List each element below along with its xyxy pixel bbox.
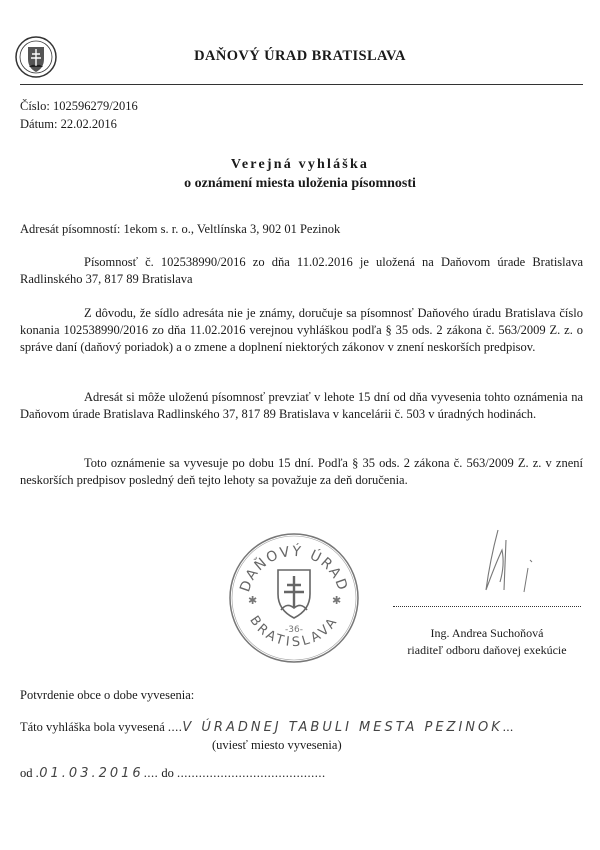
- official-stamp: [226, 530, 362, 666]
- slovak-emblem-icon: [278, 570, 310, 618]
- paragraph-4-text: Toto oznámenie sa vyvesuje po dobu 15 dní. Podľa § 35 ods. 2 zákona č. 563/2009 Z. z. v znení neskorších predpisov posledný deň tejto lehoty sa považuje za deň doručenia.: [20, 456, 583, 487]
- paragraph-2-text: Z dôvodu, že sídlo adresáta nie je známy, doručuje sa písomnosť Daňového úradu Bratislava číslo konania 102538990/2016 zo dňa 11.02.2016 verejnou vyhláškou podľa § 35 ods. 2 zákona č. 563/2009 Z. z. o správe daní (daňový poriadok) a o zmene a doplnení niektorých zákonov v znení neskorších predpisov.: [20, 306, 583, 354]
- addressee-line: Adresát písomností: 1ekom s. r. o., Veltlínska 3, 902 01 Pezinok: [20, 222, 341, 236]
- stamp-bottom-text: BRATISLAVA: [246, 613, 342, 651]
- document-title: Verejná vyhláška: [230, 157, 370, 172]
- posting-period-row: od .01.03.2016.... do .........................................: [20, 766, 326, 781]
- signature-line: [393, 606, 581, 607]
- svg-text:✱: ✱: [332, 594, 342, 607]
- posted-label: Táto vyhláška bola vyvesená: [20, 720, 165, 734]
- to-label: do: [161, 766, 174, 780]
- paragraph-3-text: Adresát si môže uloženú písomnosť prevziať v lehote 15 dní od dňa vyvesenia tohto oznámenia na Daňovom úrade Bratislava Radlinského 37, 817 89 Bratislava v kancelárii č. 503 v úradných hodinách.: [20, 390, 583, 421]
- office-name: DAŇOVÝ ÚRAD BRATISLAVA: [194, 48, 406, 64]
- from-date-value: 01.03.2016: [39, 766, 144, 781]
- paragraph-3: [20, 389, 583, 423]
- header-divider: [20, 84, 583, 85]
- handwritten-signature: [450, 520, 560, 610]
- document-subtitle: o oznámení miesta uloženia písomnosti: [184, 176, 416, 191]
- from-label: od: [20, 766, 33, 780]
- stamp-number: -36-: [285, 625, 303, 635]
- svg-text:✱: ✱: [248, 594, 258, 607]
- confirmation-label: Potvrdenie obce o dobe vyvesenia:: [20, 688, 195, 702]
- signatory-role: riaditeľ odboru daňovej exekúcie: [407, 643, 567, 657]
- posted-location-value: V ÚRADNEJ TABULI MESTA PEZINOK: [182, 720, 503, 735]
- reference-number: Číslo: 102596279/2016: [20, 99, 138, 113]
- document-date: Dátum: 22.02.2016: [20, 117, 117, 131]
- posted-location-hint: (uviesť miesto vyvesenia): [212, 738, 342, 752]
- paragraph-1-text: Písomnosť č. 102538990/2016 zo dňa 11.02.2016 je uložená na Daňovom úrade Bratislava Radlinského 37, 817 89 Bratislava: [20, 255, 583, 286]
- paragraph-1: [20, 254, 583, 288]
- posted-location-row: Táto vyhláška bola vyvesená ....V ÚRADNEJ TABULI MESTA PEZINOK...: [20, 720, 514, 735]
- signatory-name: Ing. Andrea Suchoňová: [430, 626, 544, 640]
- stamp-top-text: DAŇOVÝ ÚRAD: [237, 543, 351, 595]
- paragraph-2: [20, 305, 583, 356]
- paragraph-4: [20, 455, 583, 489]
